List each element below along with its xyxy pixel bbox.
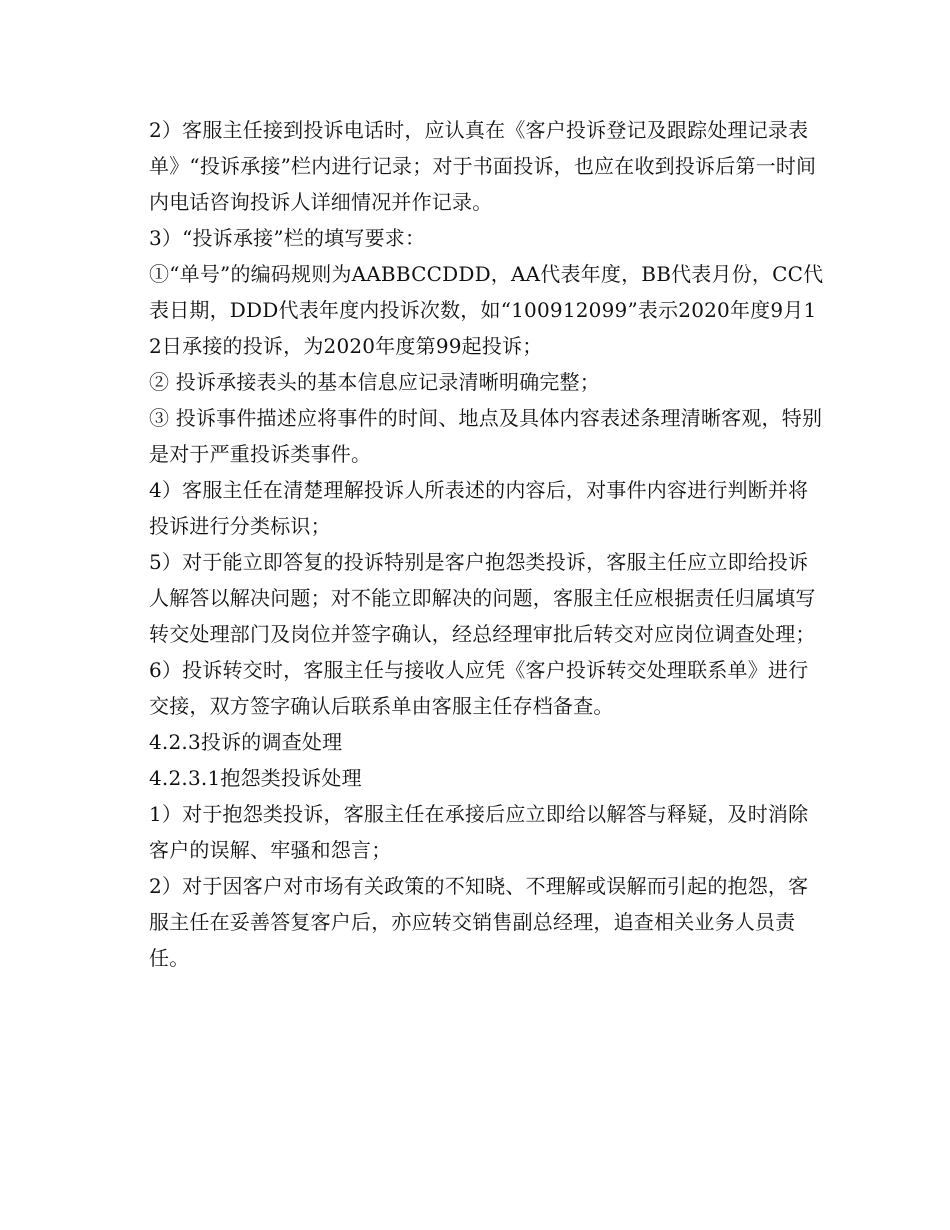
paragraph-2-policy-complaint: 2）对于因客户对市场有关政策的不知晓、不理解或误解而引起的抱怨，客服主任在妥善答复客户后，亦应转交销售副总经理，追查相关业务人员责任。 — [149, 874, 809, 970]
paragraph-header-info: ② 投诉承接表头的基本信息应记录清晰明确完整； — [149, 370, 600, 394]
paragraph-6-transfer: 6）投诉转交时，客服主任与接收人应凭《客户投诉转交处理联系单》进行 — [149, 658, 809, 682]
paragraph-4-judge-content: 4）客服主任在清楚理解投诉人所表述的内容后，对事件内容进行判断并将 — [149, 478, 809, 502]
paragraph-4-classify: 投诉进行分类标识； — [149, 514, 331, 538]
section-heading-4-2-3: 4.2.3投诉的调查处理 — [149, 730, 343, 754]
paragraph-1-complaint-reply: 1）对于抱怨类投诉，客服主任在承接后应立即给以解答与释疑，及时消除客户的误解、牢骚和怨言； — [149, 802, 809, 862]
paragraph-order-number-rule: ①“单号”的编码规则为AABBCCDDD，AA代表年度，BB代表月份，CC代表日期，DDD代表年度内投诉次数，如“100912099”表示2020年度9月12日承接的投诉，为2020年度第99起投诉； — [149, 262, 824, 358]
paragraph-6-handover: 交接，双方签字确认后联系单由客服主任存档备查。 — [149, 694, 614, 718]
paragraph-5-transfer-handling: 人解答以解决问题；对不能立即解决的问题，客服主任应根据责任归属填写转交处理部门及岗位并签字确认，经总经理审批后转交对应岗位调查处理； — [149, 586, 816, 646]
paragraph-5-immediate-reply: 5）对于能立即答复的投诉特别是客户抱怨类投诉，客服主任应立即给投诉 — [149, 550, 809, 574]
section-heading-4-2-3-1: 4.2.3.1抱怨类投诉处理 — [149, 766, 362, 790]
paragraph-3-fill-requirements: 3）“投诉承接”栏的填写要求： — [149, 226, 426, 250]
paragraph-event-description: ③ 投诉事件描述应将事件的时间、地点及具体内容表述条理清晰客观，特别是对于严重投诉类事件。 — [149, 406, 823, 466]
document-body — [138, 112, 828, 976]
paragraph-2-record-complaint: 2）客服主任接到投诉电话时，应认真在《客户投诉登记及跟踪处理记录表单》“投诉承接”栏内进行记录；对于书面投诉，也应在收到投诉后第一时间内电话咨询投诉人详细情况并作记录。 — [149, 118, 817, 214]
